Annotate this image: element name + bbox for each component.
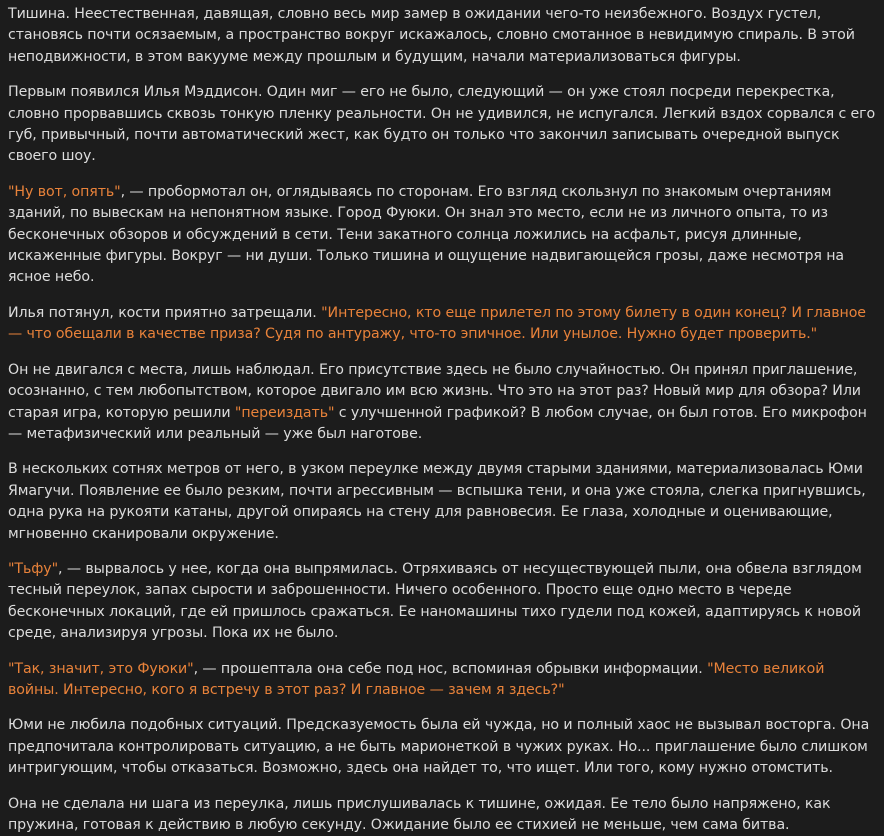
dialogue-quote: "Ну вот, опять": [8, 183, 121, 200]
paragraph-text: , — пробормотал он, оглядываясь по сторонам. Его взгляд скользнул по знакомым очертаниям зданий, по вывескам на непонятном языке. Город Фуюки. Он знал это место, если не из личного опыта, то из бесконечных обзоров и обсуждений в сети. Тени закатного солнца ложились на асфальт, рисуя длинные, искаженные фигуры. Вокруг — ни души. Только тишина и ощущение надвигающейся грозы, даже несмотря на ясное небо.: [8, 183, 845, 286]
paragraph-text: Илья потянул, кости приятно затрещали.: [8, 304, 322, 321]
dialogue-quote: "Тьфу": [8, 560, 59, 577]
paragraph-text: с улучшенной графикой? В любом случае, он был готов. Его микрофон — метафизический или реальный — уже был наготове.: [8, 404, 867, 442]
paragraph-text: В нескольких сотнях метров от него, в узком переулке между двумя старыми зданиями, материализовалась Юми Ямагучи. Появление ее было резким, почти агрессивным — вспышка тени, и она уже стояла, слегка пригнувшись, одна рука на рукояти катаны, другой опираясь на стену для равновесия. Ее глаза, холодные и оценивающие, мгновенно сканировали окружение.: [8, 461, 866, 542]
dialogue-quote: "переиздать": [234, 404, 335, 421]
paragraph-text: , — вырвалось у нее, когда она выпрямилась. Отряхиваясь от несуществующей пыли, она обвела взглядом тесный переулок, запах сырости и заброшенности. Ничего особенного. Просто еще одно место в череде бесконечных локаций, где ей пришлось сражаться. Ее наномашины тихо гудели под кожей, адаптируясь к новой среде, анализируя угрозы. Пока их не было.: [8, 560, 862, 642]
paragraph-text: Первым появился Илья Мэддисон. Один миг — его не было, следующий — он уже стоял посреди перекрестка, словно прорвавшись сквозь тонкую пленку реальности. Он не удивился, не испугался. Легкий вздох сорвался с его губ, привычный, почти автоматический жест, как будто он только что закончил записывать очередной выпуск своего шоу.: [8, 84, 876, 165]
paragraph-text: Она не сделала ни шага из переулка, лишь прислушивалась к тишине, ожидая. Ее тело было напряжено, как пружина, готовая к действию в любую секунду. Ожидание было ее стихией не меньше, чем сама битва.: [8, 795, 831, 833]
paragraph-4: [8, 303, 876, 346]
paragraph-5: [8, 360, 876, 446]
dialogue-quote: "Так, значит, это Фуюки": [8, 660, 194, 677]
paragraph-10: [8, 794, 876, 836]
paragraph-1: [8, 4, 876, 68]
paragraph-7: [8, 559, 876, 645]
dialogue-quote: "Интересно, кто еще прилетел по этому билету в один конец? И главное — что обещали в качестве приза? Судя по антуражу, что-то эпичное. Или унылое. Нужно будет проверить.": [8, 304, 866, 343]
paragraph-3: [8, 182, 876, 289]
paragraph-2: [8, 82, 876, 168]
paragraph-text: Юми не любила подобных ситуаций. Предсказуемость была ей чужда, но и полный хаос не вызывал восторга. Она предпочитала контролировать ситуацию, а не быть марионеткой в чужих руках. Но... приглашение было слишком интригующим, чтобы отказаться. Возможно, здесь она найдет то, что ищет. Или того, кому нужно отомстить.: [8, 717, 870, 777]
paragraph-text: Тишина. Неестественная, давящая, словно весь мир замер в ожидании чего-то неизбежного. Воздух густел, становясь почти осязаемым, а пространство вокруг искажалось, словно смотанное в невидимую спираль. В этой неподвижности, в этом вакууме между прошлым и будущим, начали материализоваться фигуры.: [8, 6, 855, 65]
paragraph-8: [8, 659, 876, 702]
paragraph-text: Он не двигался с места, лишь наблюдал. Его присутствие здесь не было случайностью. Он принял приглашение, осознанно, с тем любопытством, которое двигало им всю жизнь. Что это на этот раз? Новый мир для обзора? Или старая игра, которую решили: [8, 361, 861, 421]
paragraph-9: [8, 715, 876, 779]
paragraph-text: , — прошептала она себе под нос, вспоминая обрывки информации.: [193, 660, 708, 677]
dialogue-quote: "Место великой войны. Интересно, кого я встречу в этот раз? И главное — зачем я здесь?": [8, 660, 825, 698]
paragraph-6: [8, 459, 876, 545]
